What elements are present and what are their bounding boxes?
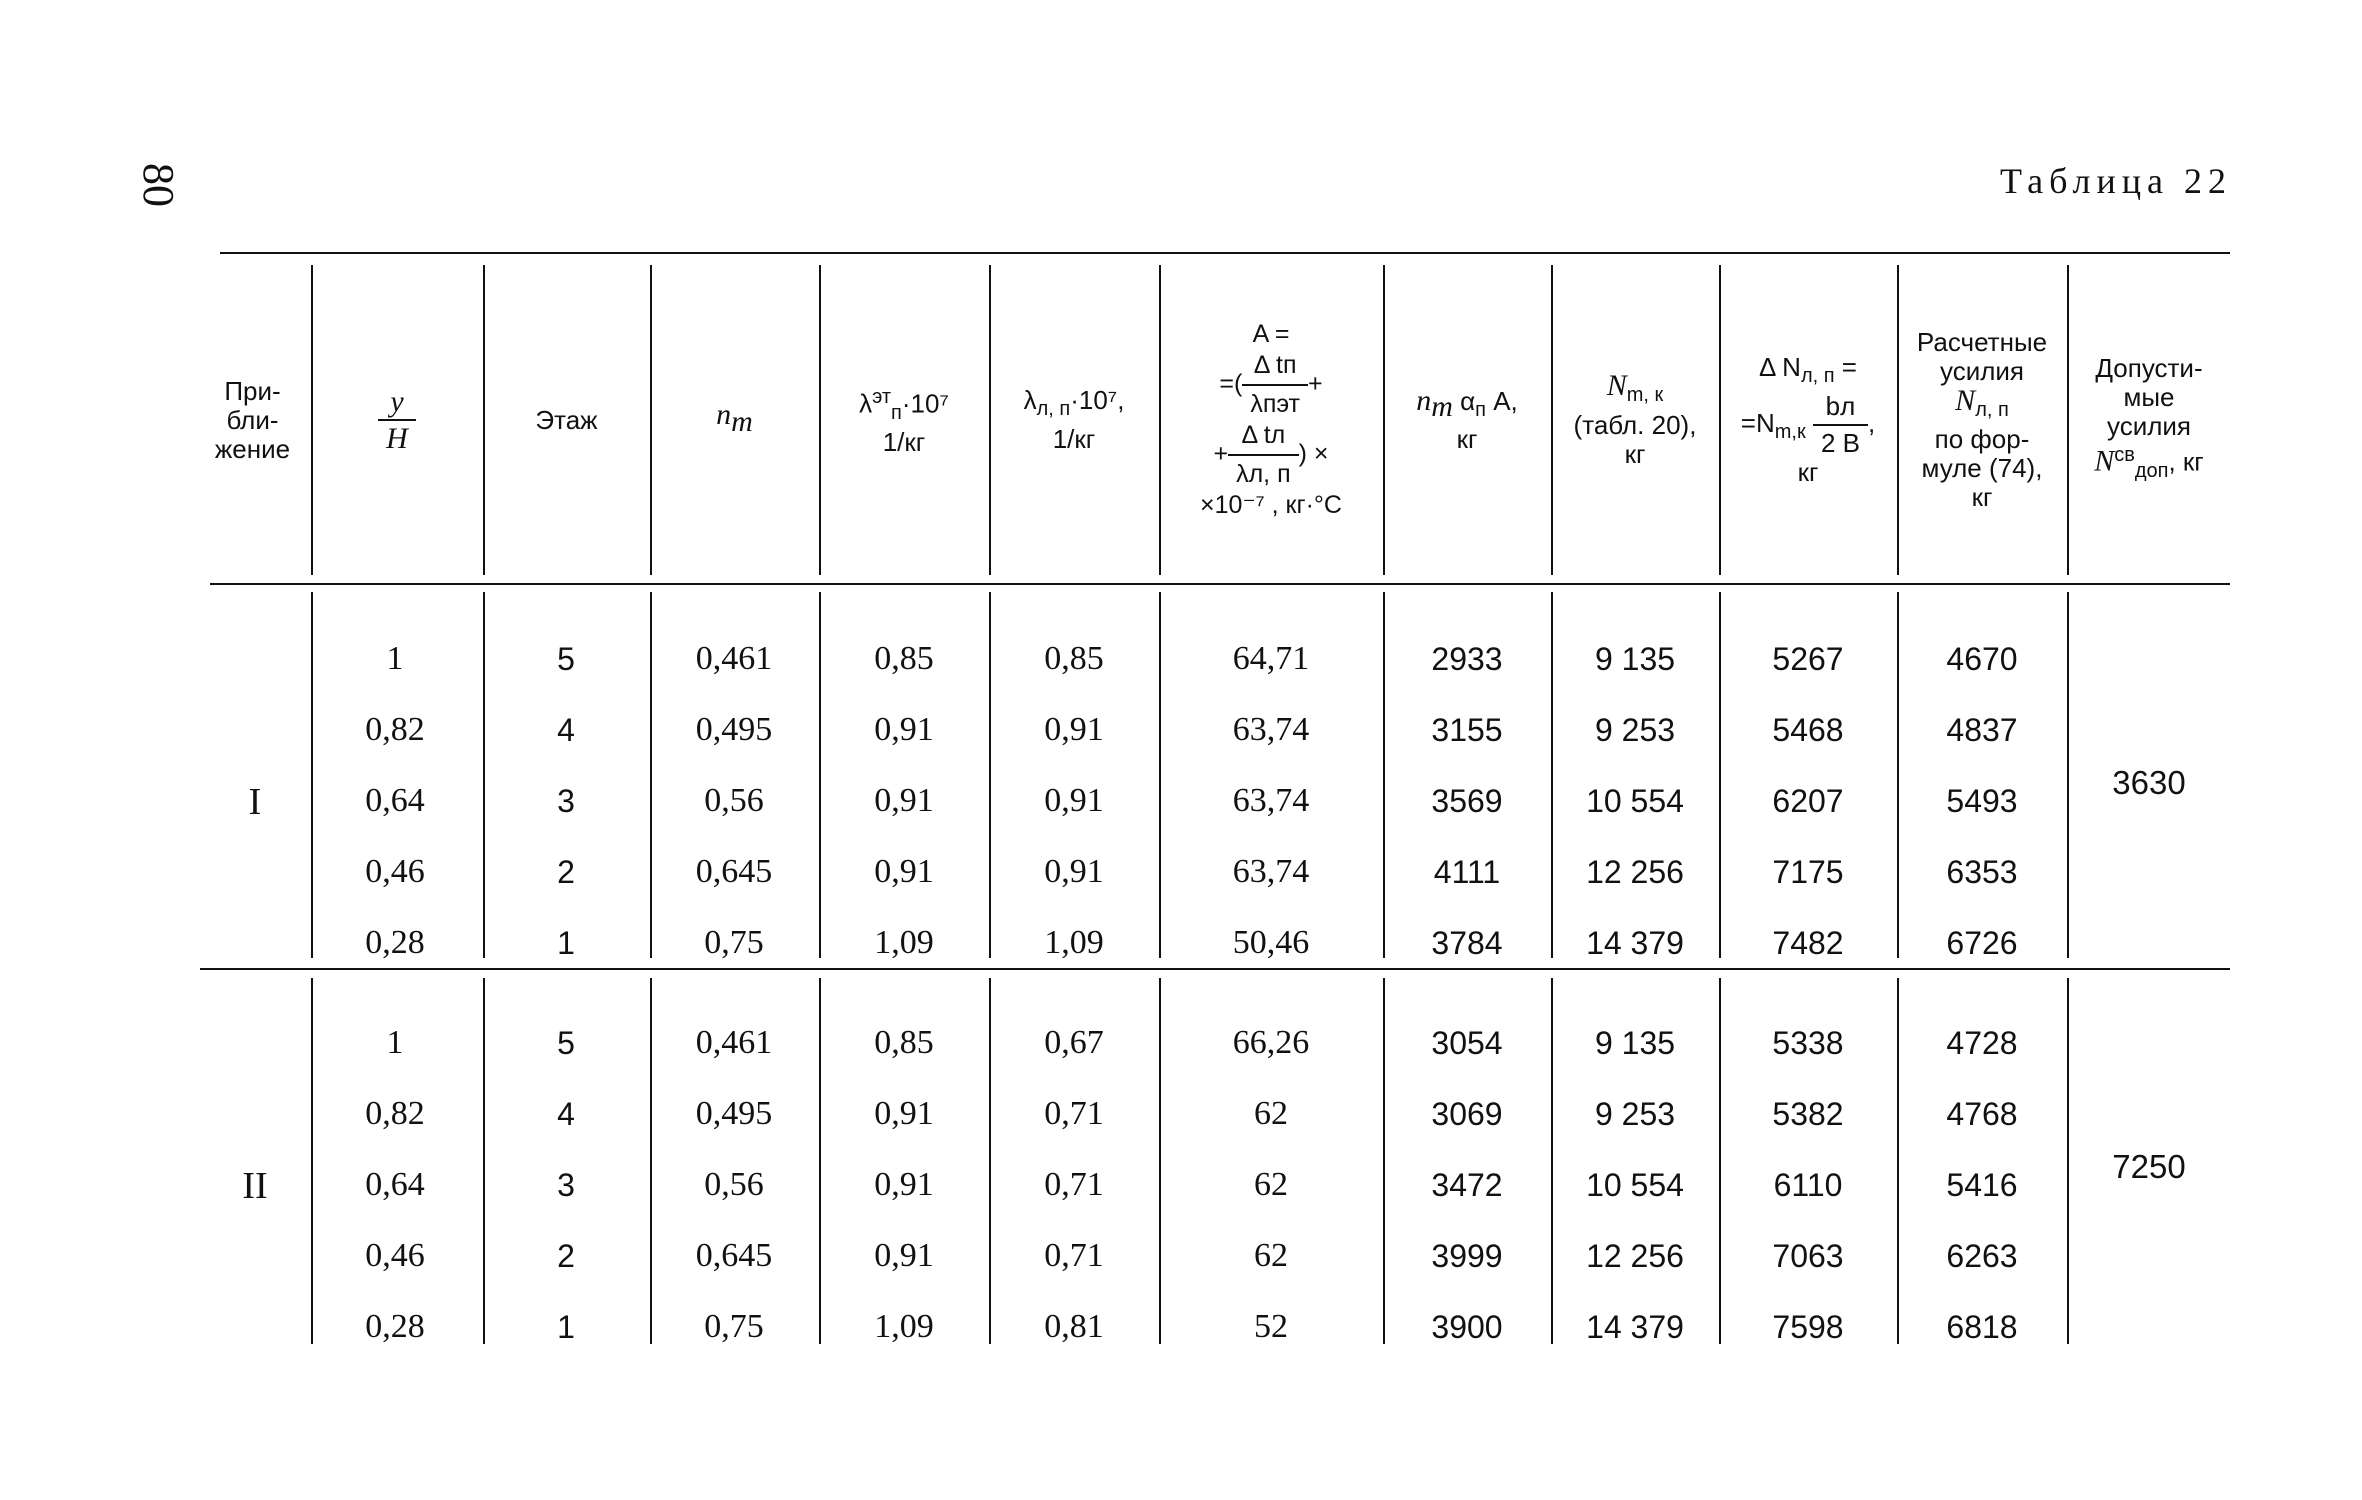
table-cell: 6726	[1946, 925, 2018, 961]
formula-a-plus1: +	[1308, 369, 1323, 398]
delta-n-comma: ,	[1867, 407, 1876, 438]
nmk-sub: m, к	[1626, 384, 1664, 407]
body-column-line	[1159, 592, 1161, 958]
approximation-label: II	[242, 1165, 268, 1207]
table-cell: 3	[557, 1167, 575, 1203]
formula-a-open: =(	[1219, 369, 1243, 398]
table-cell: 7175	[1772, 854, 1844, 890]
table-cell: 0,461	[695, 640, 773, 677]
top-rule	[220, 252, 2230, 254]
body-column-line	[1551, 978, 1553, 1344]
table-cell: 0,71	[1044, 1237, 1104, 1274]
table-cell: 3	[557, 783, 575, 819]
allowed-force-value: 7250	[2112, 1148, 2186, 1185]
approximation-label: I	[248, 781, 262, 823]
nmk-unit: кг	[1624, 438, 1646, 469]
table-cell: 2	[557, 1238, 575, 1274]
m-subscript: m	[731, 404, 753, 438]
table-cell: 0,91	[1044, 711, 1104, 748]
y-symbol: y	[390, 385, 404, 418]
header-column-line	[1719, 265, 1721, 575]
lambda-et-factor: ·10⁷	[901, 388, 949, 419]
header-nm-alpha	[1384, 270, 1550, 570]
delta-n-frac-den: 2 B	[1813, 424, 1868, 458]
header-nmk	[1552, 270, 1718, 570]
header-lambda-lp	[990, 270, 1158, 570]
nm-alpha-m: m	[1431, 390, 1453, 424]
design-line4: муле (74),	[1921, 453, 2043, 484]
allowed-line3: усилия	[2106, 411, 2191, 442]
table-cell: 5267	[1772, 641, 1844, 677]
allowed-n: N	[2094, 444, 2115, 478]
table-cell: 0,28	[365, 924, 425, 961]
header-approximation: При- бли- жение	[214, 375, 291, 464]
header-column-line	[1159, 265, 1161, 575]
header-column-line	[819, 265, 821, 575]
table-cell: 64,71	[1232, 640, 1310, 677]
table-cell: 0,91	[874, 853, 934, 890]
table-cell: 14 379	[1586, 1309, 1684, 1345]
body-column-line	[819, 978, 821, 1344]
table-cell: 3155	[1431, 712, 1503, 748]
formula-a-plus2: +	[1213, 439, 1229, 468]
table-cell: 0,82	[365, 1095, 425, 1132]
table-cell: 0,91	[874, 1166, 934, 1203]
formula-a-frac2	[1228, 420, 1299, 490]
nm-alpha-n: n	[1416, 383, 1432, 417]
table-cell: 0,75	[704, 1308, 764, 1345]
nmk-n: N	[1606, 369, 1627, 403]
header-bottom-rule	[210, 583, 2230, 585]
table-cell: 63,74	[1232, 782, 1310, 819]
allowed-unit: , кг	[2168, 446, 2204, 477]
nm-alpha-unit: кг	[1456, 424, 1478, 455]
table-cell: 0,85	[1044, 640, 1104, 677]
header-y-over-h	[312, 270, 482, 570]
allowed-line2: мые	[2123, 382, 2175, 413]
table-cell: 63,74	[1232, 853, 1310, 890]
table-cell: 1	[557, 1309, 575, 1345]
h-symbol: H	[378, 419, 416, 453]
table-cell: 50,46	[1232, 924, 1310, 961]
table-cell: 3999	[1431, 1238, 1503, 1274]
table-cell: 0,91	[874, 1237, 934, 1274]
lambda-lp-factor: ·10⁷,	[1070, 385, 1125, 416]
design-line3: по фор-	[1934, 424, 2030, 455]
table-cell: 0,461	[695, 1024, 773, 1061]
header-n-m	[651, 270, 818, 570]
delta-n-frac	[1813, 392, 1868, 458]
table-cell: 5468	[1772, 712, 1844, 748]
header-column-line	[1551, 265, 1553, 575]
table-cell: 0,71	[1044, 1095, 1104, 1132]
table-cell: 1	[557, 925, 575, 961]
header-delta-n	[1720, 270, 1896, 570]
table-cell: 0,645	[695, 1237, 773, 1274]
table-cell: 62	[1254, 1237, 1288, 1274]
table-cell: 0,91	[874, 782, 934, 819]
table-cell: 0,91	[1044, 782, 1104, 819]
table-cell: 0,56	[704, 782, 764, 819]
header-column-line	[483, 265, 485, 575]
table-cell: 2	[557, 854, 575, 890]
table-cell: 0,91	[874, 711, 934, 748]
body-column-line	[483, 978, 485, 1344]
table-cell: 66,26	[1232, 1024, 1310, 1061]
table-cell: 62	[1254, 1095, 1288, 1132]
body-column-line	[311, 592, 313, 958]
body-column-line	[1383, 978, 1385, 1344]
lambda-et-symbol: λ	[859, 388, 873, 419]
table-cell: 0,82	[365, 711, 425, 748]
table-cell: 4	[557, 712, 575, 748]
table-caption: Таблица 22	[2000, 161, 2232, 201]
table-cell: 62	[1254, 1166, 1288, 1203]
table-cell: 6818	[1946, 1309, 2018, 1345]
body-column-line	[1719, 592, 1721, 958]
lambda-et-sub: п	[891, 401, 902, 424]
body-column-line	[311, 978, 313, 1344]
table-cell: 3054	[1431, 1025, 1503, 1061]
block-divider-rule	[200, 968, 2230, 970]
table-cell: 0,91	[874, 1095, 934, 1132]
table-cell: 9 135	[1594, 1025, 1676, 1061]
table-cell: 4768	[1946, 1096, 2018, 1132]
table-cell: 4670	[1946, 641, 2018, 677]
formula-a-frac1	[1242, 350, 1308, 420]
table-cell: 4728	[1946, 1025, 2018, 1061]
table-cell: 6110	[1773, 1167, 1843, 1203]
table-cell: 2933	[1431, 641, 1503, 677]
formula-a-frac1-num: Δ tп	[1253, 351, 1297, 379]
header-allowed-forces	[2068, 270, 2230, 570]
table-cell: 3569	[1431, 783, 1503, 819]
lambda-et-sup: эт	[872, 386, 892, 409]
lambda-lp-symbol: λ	[1023, 385, 1037, 416]
table-cell: 1	[386, 1024, 404, 1061]
table-cell: 10 554	[1586, 783, 1684, 819]
body-column-line	[650, 978, 652, 1344]
table-cell: 12 256	[1586, 1238, 1684, 1274]
table-cell: 0,85	[874, 1024, 934, 1061]
table-cell: 5493	[1946, 783, 2018, 819]
table-cell: 7598	[1772, 1309, 1844, 1345]
delta-n-unit: кг	[1797, 456, 1819, 487]
body-column-line	[989, 978, 991, 1344]
table-cell: 0,495	[695, 711, 773, 748]
table-cell: 6353	[1946, 854, 2018, 890]
delta-n-frac-num: bл	[1825, 390, 1856, 421]
table-cell: 0,71	[1044, 1166, 1104, 1203]
allowed-n-sub: доп	[2134, 459, 2169, 482]
table-cell: 3472	[1431, 1167, 1503, 1203]
table-cell: 5338	[1772, 1025, 1844, 1061]
table-cell: 0,46	[365, 853, 425, 890]
nm-alpha-tail: A,	[1493, 385, 1518, 416]
table-cell: 52	[1254, 1308, 1288, 1345]
body-column-line	[819, 592, 821, 958]
body-column-line	[1719, 978, 1721, 1344]
body-column-line	[1551, 592, 1553, 958]
delta-n-sub1: л, п	[1800, 365, 1835, 388]
header-column-line	[1897, 265, 1899, 575]
table-cell: 0,64	[365, 782, 425, 819]
table-cell: 0,67	[1044, 1024, 1104, 1061]
header-column-line	[2067, 265, 2069, 575]
table-cell: 3069	[1431, 1096, 1503, 1132]
design-line2: усилия	[1939, 355, 2024, 386]
header-column-line	[1383, 265, 1385, 575]
header-column-line	[989, 265, 991, 575]
body-column-line	[483, 592, 485, 958]
table-cell: 1,09	[874, 924, 934, 961]
table-cell: 0,495	[695, 1095, 773, 1132]
table-cell: 4837	[1946, 712, 2018, 748]
nm-alpha-alpha: α	[1460, 385, 1476, 416]
header-formula-a	[1160, 262, 1382, 578]
body-column-line	[1897, 978, 1899, 1344]
table-cell: 6207	[1772, 783, 1844, 819]
table-cell: 9 135	[1594, 641, 1676, 677]
lambda-lp-sub: л, п	[1036, 398, 1071, 421]
table-cell: 6263	[1946, 1238, 2018, 1274]
delta-n-line2: =N	[1740, 407, 1775, 438]
header-column-line	[650, 265, 652, 575]
table-cell: 7063	[1772, 1238, 1844, 1274]
n-symbol: n	[716, 398, 732, 432]
table-cell: 1,09	[874, 1308, 934, 1345]
formula-a-frac2-den: λл, п	[1228, 454, 1299, 490]
table-cell: 3784	[1431, 925, 1503, 961]
table-cell: 5	[557, 1025, 575, 1061]
table-cell: 5	[557, 641, 575, 677]
formula-a-close: ) ×	[1298, 439, 1329, 468]
delta-n-line1: Δ N	[1759, 352, 1801, 383]
header-floor: Этаж	[535, 404, 598, 435]
table-cell: 0,75	[704, 924, 764, 961]
table-cell: 0,91	[1044, 853, 1104, 890]
table-cell: 1	[386, 640, 404, 677]
table-cell: 63,74	[1232, 711, 1310, 748]
table-cell: 4111	[1433, 854, 1501, 890]
y-over-h-fraction	[378, 387, 416, 453]
table-cell: 9 253	[1594, 1096, 1676, 1132]
body-column-line	[1897, 592, 1899, 958]
design-n-sub: л, п	[1975, 399, 2009, 422]
table-cell: 1,09	[1044, 924, 1104, 961]
delta-n-eq1: =	[1841, 352, 1857, 383]
table-cell: 5382	[1772, 1096, 1844, 1132]
table-cell: 0,46	[365, 1237, 425, 1274]
table-cell: 0,81	[1044, 1308, 1104, 1345]
page-number: 80	[134, 163, 183, 207]
table-cell: 4	[557, 1096, 575, 1132]
table-cell: 0,85	[874, 640, 934, 677]
lambda-et-unit: 1/кг	[882, 426, 926, 457]
body-column-line	[1159, 978, 1161, 1344]
lambda-lp-unit: 1/кг	[1052, 423, 1096, 454]
header-lambda-et	[820, 270, 988, 570]
body-column-line	[989, 592, 991, 958]
table-cell: 3900	[1431, 1309, 1503, 1345]
formula-a-frac1-den: λпэт	[1242, 384, 1308, 420]
table-cell: 10 554	[1586, 1167, 1684, 1203]
table-cell: 0,28	[365, 1308, 425, 1345]
design-line1: Расчетные	[1916, 326, 2048, 357]
table-cell: 0,645	[695, 853, 773, 890]
body-column-line	[1383, 592, 1385, 958]
design-unit: кг	[1971, 482, 1993, 513]
table-cell: 12 256	[1586, 854, 1684, 890]
nmk-ref: (табл. 20),	[1573, 409, 1697, 440]
table-cell: 14 379	[1586, 925, 1684, 961]
nm-alpha-alpha-sub: п	[1475, 399, 1486, 422]
table-cell: 0,56	[704, 1166, 764, 1203]
table-cell: 7482	[1772, 925, 1844, 961]
formula-a-tail: ×10⁻⁷ , кг·°C	[1200, 491, 1342, 519]
formula-a-line1: A =	[1252, 320, 1290, 348]
formula-a-frac2-num: Δ tл	[1241, 421, 1286, 449]
allowed-n-sup: св	[2114, 444, 2135, 467]
delta-n-sub2: m,к	[1774, 420, 1806, 443]
table-cell: 5416	[1946, 1167, 2018, 1203]
header-design-forces	[1898, 270, 2066, 570]
allowed-line1: Допусти-	[2095, 353, 2203, 384]
body-column-line	[650, 592, 652, 958]
table-cell: 9 253	[1594, 712, 1676, 748]
table-cell: 0,64	[365, 1166, 425, 1203]
header-column-line	[311, 265, 313, 575]
allowed-force-value: 3630	[2112, 764, 2186, 801]
design-n: N	[1955, 383, 1976, 417]
